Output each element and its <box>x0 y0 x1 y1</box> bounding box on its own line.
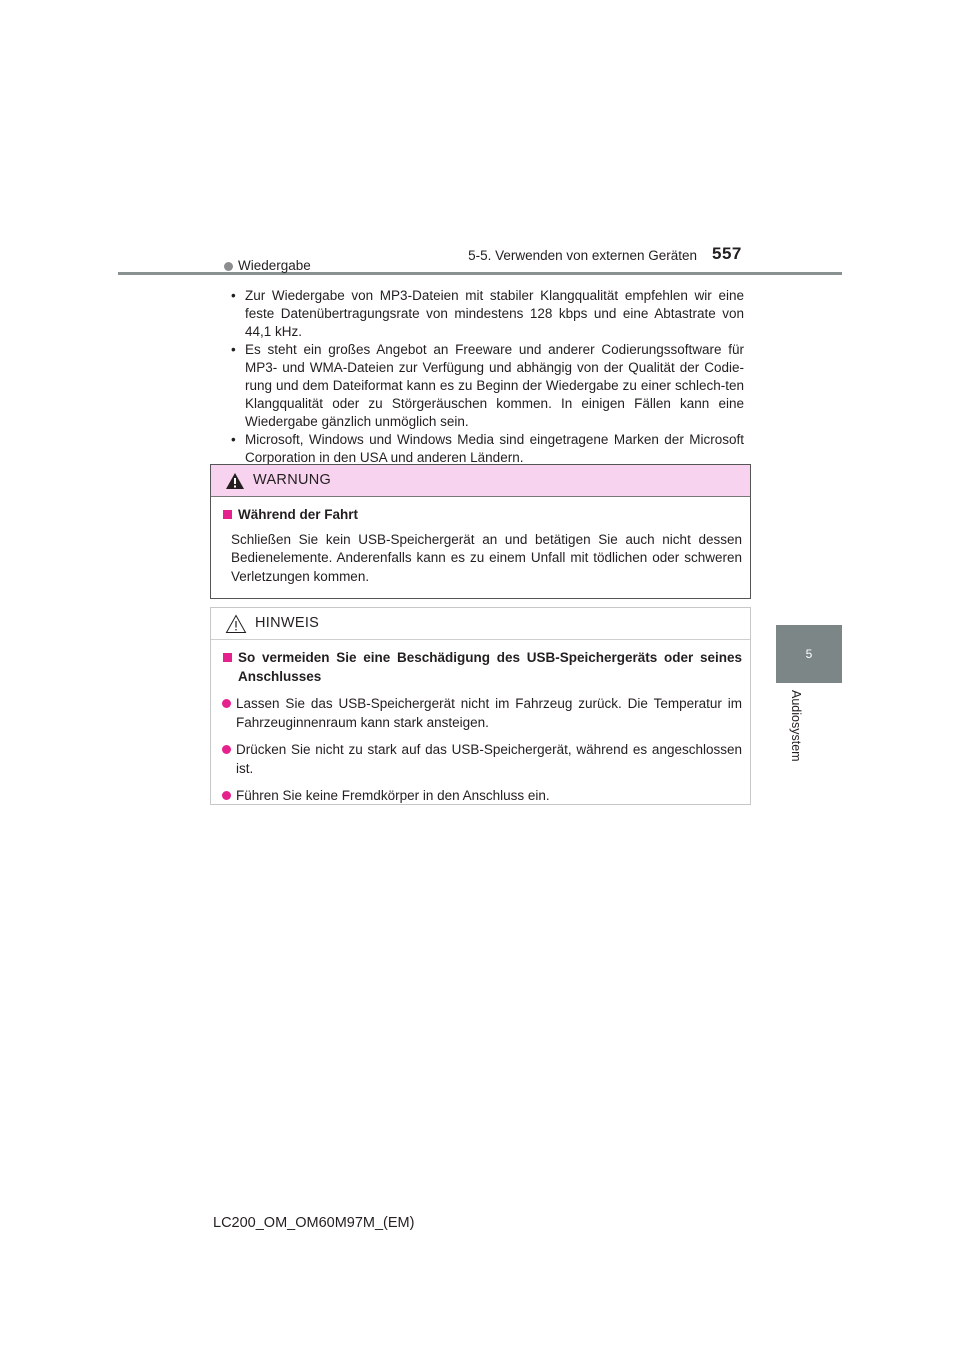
running-header-section: 5-5. Verwenden von externen Geräten <box>468 248 697 263</box>
playback-heading-text: Wiedergabe <box>238 258 311 273</box>
notice-title: HINWEIS <box>255 615 320 632</box>
notice-heading <box>221 649 742 686</box>
warning-body <box>211 497 750 586</box>
warning-header <box>211 465 750 497</box>
warning-heading <box>221 506 742 525</box>
notice-item-text: Lassen Sie das USB-Speichergerät nicht im Fahrzeug zurück. Die Temperatur im Fahrzeuginnenraum kann stark ansteigen. <box>236 696 742 730</box>
notice-box <box>210 607 751 805</box>
footer-document-code: LC200_OM_OM60M97M_(EM) <box>213 1215 415 1231</box>
playback-heading <box>224 257 744 275</box>
notice-body <box>211 640 750 806</box>
list-item: • Zur Wiedergabe von MP3-Dateien mit stabiler Klangqualität empfehlen wir eine feste Datenübertragungsrate von mindestens 128 kbps und eine Abtastrate von 44,1 kHz. <box>231 287 744 341</box>
notice-item-text: Drücken Sie nicht zu stark auf das USB-Speichergerät, während es angeschlossen ist. <box>236 742 742 776</box>
pink-square-bullet-icon <box>223 510 232 519</box>
warning-heading-text: Während der Fahrt <box>238 507 359 522</box>
list-item <box>221 741 742 778</box>
page-number: 557 <box>712 244 742 263</box>
warning-box <box>210 464 751 599</box>
pink-square-bullet-icon <box>223 653 232 662</box>
playback-section <box>224 257 744 467</box>
notice-item-text: Führen Sie keine Fremdkörper in den Anschluss ein. <box>236 788 550 803</box>
list-item: • Es steht ein großes Angebot an Freeware und anderer Codierungssoftware für MP3- und WMA-Dateien zur Verfügung und abhängig von der Qualität der Codie-rung und dem Dateiformat kann es zu Beginn der Wiedergabe zu einer schlech-ten Klangqualität oder zu Störgeräuschen kommen. In einigen Fällen kann eine Wiedergabe gänzlich unmöglich sein. <box>231 341 744 431</box>
caution-triangle-icon <box>225 614 247 634</box>
warning-text: Schließen Sie kein USB-Speichergerät an und betätigen Sie auch nicht dessen Bedienelemente. Anderenfalls kann es zu einem Unfall mit tödlichen oder schweren Verletzungen kommen. <box>231 531 742 584</box>
pink-circle-bullet-icon <box>222 745 231 754</box>
list-item <box>221 787 742 806</box>
notice-header <box>211 608 750 640</box>
list-item <box>221 695 742 732</box>
pink-circle-bullet-icon <box>222 791 231 800</box>
list-item: • Microsoft, Windows und Windows Media sind eingetragene Marken der Microsoft Corporation in den USA und anderen Ländern. <box>231 431 744 467</box>
warning-title: WARNUNG <box>253 472 332 489</box>
playback-list <box>224 287 744 467</box>
chapter-number-tab: 5 <box>776 625 842 683</box>
warning-triangle-icon <box>225 472 245 490</box>
gray-circle-bullet-icon <box>224 262 233 271</box>
pink-circle-bullet-icon <box>222 699 231 708</box>
notice-heading-text: So vermeiden Sie eine Beschädigung des USB-Speichergeräts oder seines Anschlusses <box>238 650 742 684</box>
chapter-title-vertical: Audiosystem <box>789 690 803 762</box>
